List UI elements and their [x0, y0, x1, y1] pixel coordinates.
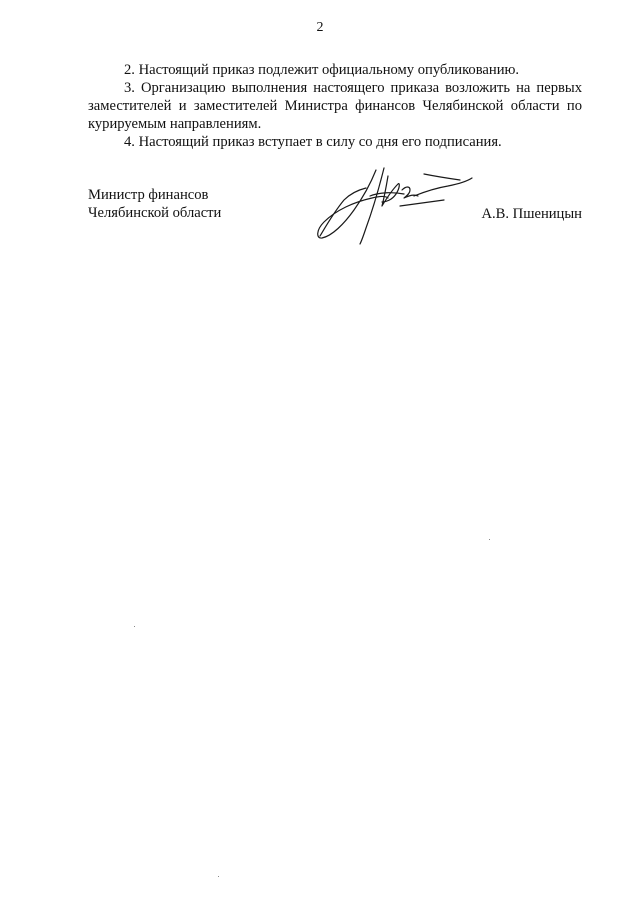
scan-speck — [134, 626, 135, 627]
signatory-position — [88, 186, 221, 222]
document-body — [88, 61, 582, 151]
scan-speck — [218, 876, 219, 877]
signatory-position-line-2: Челябинской области — [88, 205, 222, 221]
paragraph-2: 2. Настоящий приказ подлежит официальному опубликованию. — [124, 62, 520, 78]
paragraph-3: 3. Организацию выполнения настоящего приказа возложить на первых заместителей и заместителей Министра финансов Челябинской области по курируемым направлениям. — [88, 80, 582, 132]
signature-block — [88, 186, 582, 246]
scan-speck — [489, 539, 490, 540]
handwritten-signature — [314, 166, 474, 246]
signatory-position-line-1: Министр финансов — [88, 187, 209, 203]
page-number: 2 — [316, 20, 324, 35]
paragraph-4: 4. Настоящий приказ вступает в силу со дня его подписания. — [124, 134, 502, 150]
signatory-name: А.В. Пшеницын — [481, 206, 582, 222]
